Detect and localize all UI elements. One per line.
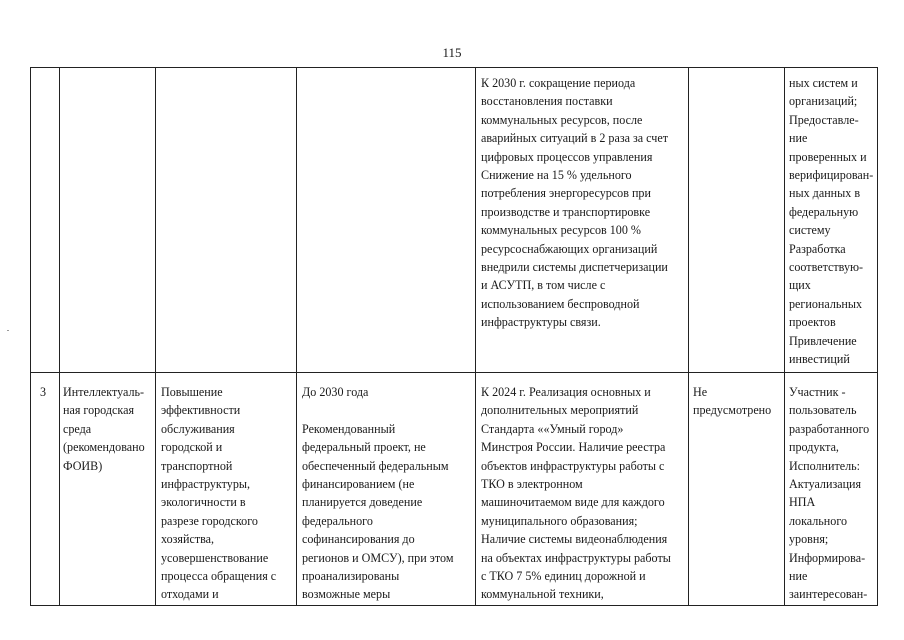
cell-line: федерального (302, 513, 373, 528)
row-number: 3 (40, 385, 47, 399)
cell-line: федеральную (789, 204, 859, 219)
cell-line (302, 401, 453, 419)
row-divider (30, 372, 878, 373)
cell-line: ных данных в (789, 186, 861, 201)
indicators-cell (481, 383, 671, 604)
cell-line: и АСУТП, в том числе с (481, 278, 606, 293)
column-divider (784, 67, 785, 606)
cell-line: возможные меры (302, 587, 391, 602)
participants-cell (789, 383, 869, 604)
cell-line: Исполнитель: (789, 458, 861, 473)
cell-line: ТКО в электронном (481, 477, 583, 492)
cell-line: проанализированы (302, 569, 400, 584)
cell-line: федеральный проект, не (302, 440, 426, 455)
cell-line: До 2030 года (302, 385, 369, 399)
cell-line: Снижение на 15 % удельного (481, 168, 632, 183)
cell-line: финансированием (не (302, 477, 415, 492)
cell-line: Разработка (789, 241, 846, 256)
cell-line: на объектах инфраструктуры работы (481, 550, 671, 565)
column-divider (475, 67, 476, 606)
cell-line: Повышение (161, 385, 223, 399)
cell-line: инфраструктуры связи. (481, 315, 601, 330)
cell-line: инвестиций (789, 352, 850, 367)
column-divider (155, 67, 156, 606)
cell-line: Предоставле- (789, 112, 859, 127)
cell-line: отходами и (161, 587, 219, 602)
cell-line: Привлечение (789, 333, 857, 348)
cell-line: потребления энергоресурсов при (481, 186, 651, 201)
cell-line: продукта, (789, 440, 839, 455)
cell-line: процесса обращения с (161, 569, 277, 584)
cell-line: муниципального образования; (481, 513, 638, 528)
cell-line: городской и (161, 440, 223, 455)
cell-line: ние (789, 131, 808, 146)
table-top-border (30, 67, 878, 68)
deadline-cell (302, 383, 453, 604)
project-name-cell (63, 383, 145, 475)
column-divider (296, 67, 297, 606)
cell-line: щих (789, 278, 811, 293)
cell-line: разрезе городского (161, 513, 258, 528)
cell-line: эффективности (161, 403, 241, 418)
cell-line: с ТКО 7 5% единиц дорожной и (481, 569, 646, 584)
scan-speck (7, 330, 9, 331)
cell-line: восстановления поставки (481, 94, 613, 109)
cell-line: обеспеченный федеральным (302, 458, 449, 473)
cell-line: инфраструктуры, (161, 477, 251, 492)
cell-line: НПА (789, 495, 816, 510)
cell-line: Актуализация (789, 477, 862, 492)
column-divider (688, 67, 689, 606)
cell-line: Рекомендованный (302, 421, 396, 436)
cell-line: машиночитаемом виде для каждого (481, 495, 665, 510)
cell-line: ная городская (63, 403, 135, 418)
cell-line: разработанного (789, 421, 870, 436)
cell-line: экологичности в (161, 495, 246, 510)
column-divider (59, 67, 60, 606)
cell-line: ресурсоснабжающих организаций (481, 241, 658, 256)
cell-line: локального (789, 513, 848, 528)
cell-line: Интеллектуаль- (63, 385, 145, 399)
cell-line: производстве и транспортировке (481, 204, 651, 219)
cell-line: усовершенствование (161, 550, 269, 565)
funding-cell (693, 383, 771, 420)
cell-line: аварийных ситуаций в 2 раза за счет (481, 131, 669, 146)
cell-line: соответствую- (789, 260, 864, 275)
goal-cell (161, 383, 276, 604)
cell-line: уровня; (789, 532, 829, 547)
cell-line: планируется доведение (302, 495, 423, 510)
cell-line: К 2024 г. Реализация основных и (481, 385, 651, 399)
cell-line: систему (789, 223, 831, 238)
participants-cell (789, 74, 873, 369)
cell-line: цифровых процессов управления (481, 149, 653, 164)
cell-line: заинтересован- (789, 587, 868, 602)
cell-line: транспортной (161, 458, 233, 473)
cell-line: объектов инфраструктуры работы с (481, 458, 665, 473)
table-left-border (30, 67, 31, 606)
cell-line: Наличие системы видеонаблюдения (481, 532, 668, 547)
cell-line: хозяйства, (161, 532, 215, 547)
cell-line: софинансирования до (302, 532, 415, 547)
table-bottom-border (30, 605, 878, 606)
cell-line: регионов и ОМСУ), при этом (302, 550, 454, 565)
cell-line: среда (63, 421, 92, 436)
cell-line: пользователь (789, 403, 857, 418)
cell-line: Участник - (789, 385, 846, 399)
cell-line: верифицирован- (789, 168, 874, 183)
cell-line: Информирова- (789, 550, 866, 565)
cell-line: К 2030 г. сокращение периода (481, 76, 636, 90)
cell-line: проектов (789, 315, 836, 330)
cell-line: Не (693, 385, 708, 399)
cell-line: проверенных и (789, 149, 867, 164)
cell-line: Минстроя России. Наличие реестра (481, 440, 666, 455)
cell-line: использованием беспроводной (481, 296, 640, 311)
cell-line: внедрили системы диспетчеризации (481, 260, 668, 275)
cell-line: организаций; (789, 94, 858, 109)
indicators-cell (481, 74, 668, 332)
cell-line: дополнительных мероприятий (481, 403, 639, 418)
cell-line: Стандарта ««Умный город» (481, 421, 624, 436)
cell-line: коммунальных ресурсов 100 % (481, 223, 641, 238)
cell-line: ние (789, 569, 808, 584)
cell-line: ных систем и (789, 76, 858, 90)
table-right-border (877, 67, 878, 606)
page-number: 115 (442, 45, 462, 60)
cell-line: коммунальной техники, (481, 587, 604, 602)
cell-line: региональных (789, 296, 863, 311)
cell-line: ФОИВ) (63, 458, 103, 473)
cell-line: (рекомендовано (63, 440, 145, 455)
cell-line: коммунальных ресурсов, после (481, 112, 643, 127)
cell-line: предусмотрено (693, 403, 772, 418)
cell-line: обслуживания (161, 421, 235, 436)
